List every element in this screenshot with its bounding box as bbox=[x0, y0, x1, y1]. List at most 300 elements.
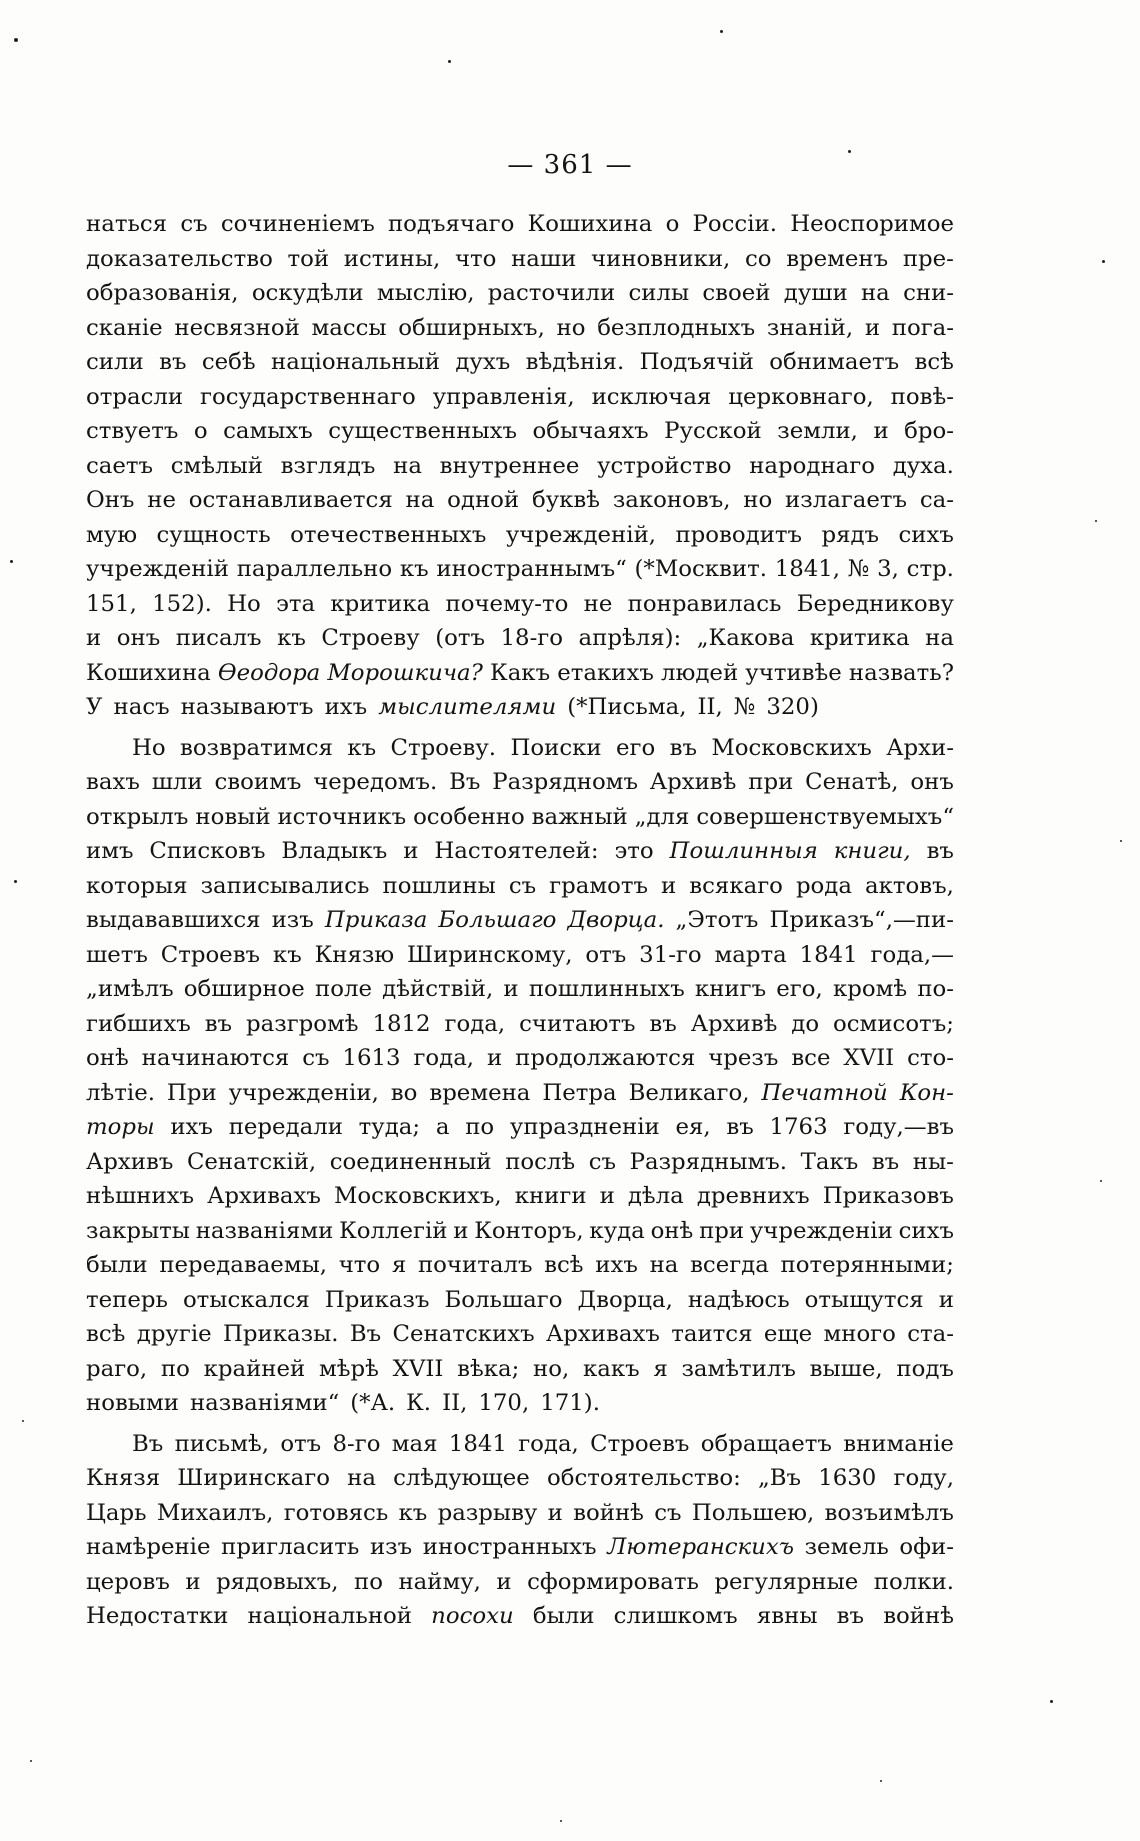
word: критика bbox=[809, 625, 910, 651]
word: исключая bbox=[591, 383, 712, 410]
word: внутреннее bbox=[439, 452, 580, 479]
word: 151, bbox=[86, 590, 137, 617]
word: обнимаетъ bbox=[769, 349, 900, 375]
word: Архи- bbox=[886, 734, 954, 761]
word: важный bbox=[531, 803, 628, 830]
word: Конторъ, bbox=[474, 1217, 584, 1244]
word: шетъ bbox=[86, 941, 148, 968]
text-line bbox=[86, 938, 954, 973]
scan-speck bbox=[1100, 1180, 1102, 1182]
word: на bbox=[347, 1465, 376, 1491]
word: закрыты bbox=[86, 1217, 190, 1244]
word: съ bbox=[508, 872, 537, 899]
word: 152). bbox=[152, 590, 212, 617]
word: рода bbox=[795, 872, 852, 899]
word: всѣ bbox=[914, 349, 954, 375]
word: ея, bbox=[675, 1114, 711, 1140]
word: какъ bbox=[582, 1355, 640, 1382]
word: одной bbox=[447, 487, 520, 513]
word: поле bbox=[314, 976, 372, 1002]
word: 170, bbox=[478, 1390, 530, 1416]
word: съ bbox=[302, 1045, 330, 1071]
word: намѣреніе bbox=[86, 1534, 211, 1560]
word: съ bbox=[654, 1499, 682, 1526]
word: рядъ bbox=[821, 521, 880, 548]
word: понравилась bbox=[627, 590, 782, 617]
word: слѣдующее bbox=[393, 1465, 530, 1491]
word: возвратимся bbox=[180, 734, 333, 761]
word: пошлины bbox=[382, 872, 496, 899]
word: (отъ bbox=[435, 625, 485, 651]
word: Строевъ bbox=[590, 1430, 690, 1457]
word: взглядъ bbox=[280, 452, 376, 479]
scan-speck bbox=[1120, 840, 1122, 842]
word: не bbox=[147, 487, 176, 513]
word: той bbox=[287, 245, 330, 272]
word: въ bbox=[871, 1148, 900, 1175]
word: слишкомъ bbox=[613, 1603, 738, 1629]
word: подъ bbox=[896, 1355, 954, 1382]
word: назвать? bbox=[848, 659, 954, 686]
word: еще bbox=[763, 1321, 813, 1347]
word: апрѣля): bbox=[578, 625, 682, 651]
word: были bbox=[532, 1603, 595, 1629]
word: XVII bbox=[392, 1355, 444, 1382]
word: Ширинскаго bbox=[177, 1465, 330, 1491]
word: при bbox=[748, 769, 794, 795]
word: книгъ bbox=[694, 976, 767, 1002]
word: національной bbox=[247, 1603, 412, 1629]
word: Большаго bbox=[438, 907, 557, 933]
word: Приказъ bbox=[324, 1286, 430, 1313]
word: обычаяхъ bbox=[532, 418, 649, 444]
word: своимъ bbox=[214, 769, 302, 795]
word: и bbox=[599, 1183, 615, 1209]
word: государственнаго bbox=[200, 383, 416, 410]
word: Такъ bbox=[800, 1148, 859, 1175]
word: гибшихъ bbox=[86, 1010, 191, 1037]
word: его bbox=[615, 734, 656, 761]
word: и bbox=[403, 838, 419, 864]
text-line bbox=[86, 1317, 954, 1352]
word: и bbox=[547, 1499, 563, 1526]
word: церковнаго, bbox=[728, 383, 874, 410]
word: разгромѣ bbox=[246, 1010, 359, 1037]
word: сформировать bbox=[527, 1568, 699, 1595]
word: № bbox=[733, 694, 756, 720]
word: отыскался bbox=[182, 1286, 310, 1313]
word: мая bbox=[391, 1430, 438, 1457]
word: параллельно bbox=[236, 556, 393, 582]
word: Неоспоримое bbox=[790, 211, 954, 237]
word: и bbox=[873, 418, 889, 444]
word: туда; bbox=[358, 1114, 421, 1140]
word: земель bbox=[804, 1534, 889, 1560]
word: устройство bbox=[597, 452, 732, 479]
word: Польшею, bbox=[691, 1499, 815, 1526]
word: Подъячій bbox=[639, 349, 754, 375]
word: и bbox=[496, 1568, 512, 1595]
word: всякаго bbox=[689, 872, 783, 899]
word: Онъ bbox=[86, 487, 135, 513]
word: учрежденій, bbox=[505, 521, 657, 548]
word: онъ bbox=[910, 769, 954, 795]
word: вѣка; bbox=[457, 1355, 520, 1382]
paragraph bbox=[86, 1427, 954, 1634]
scan-speck bbox=[10, 560, 13, 563]
word: имъ bbox=[86, 838, 134, 864]
word: управленія, bbox=[432, 383, 575, 410]
word: проводитъ bbox=[675, 521, 803, 548]
text-line bbox=[86, 1599, 954, 1634]
word: Пошлинныя bbox=[669, 838, 818, 864]
word: 1841, bbox=[774, 556, 841, 582]
word: войнѣ bbox=[883, 1603, 954, 1629]
word: года,— bbox=[870, 941, 954, 968]
text-line bbox=[86, 1179, 954, 1214]
word: посохи bbox=[431, 1603, 514, 1629]
word: но bbox=[556, 314, 586, 341]
word: по- bbox=[917, 976, 954, 1002]
word: всегда bbox=[690, 1252, 769, 1278]
word: вниманіе bbox=[843, 1430, 954, 1457]
word: на bbox=[405, 487, 435, 513]
word: а bbox=[435, 1114, 450, 1140]
word: были bbox=[86, 1252, 148, 1278]
word: о bbox=[665, 211, 680, 237]
word: чередомъ. bbox=[313, 769, 438, 795]
word: сни- bbox=[903, 280, 954, 306]
word: всѣ bbox=[86, 1321, 126, 1347]
word: потерянными; bbox=[780, 1252, 954, 1278]
word: по bbox=[465, 1114, 495, 1140]
word: сто- bbox=[907, 1045, 954, 1071]
word: отыщутся bbox=[804, 1286, 924, 1313]
word: Кон- bbox=[899, 1079, 954, 1106]
word: 1841 bbox=[799, 941, 858, 968]
word: силы bbox=[628, 280, 690, 306]
word: году,—въ bbox=[843, 1114, 954, 1140]
word: онъ bbox=[116, 625, 161, 651]
word: продолжаются bbox=[515, 1045, 696, 1071]
word: Въ bbox=[349, 1321, 382, 1347]
text-line bbox=[86, 1386, 954, 1421]
word: учрежденій bbox=[86, 556, 229, 582]
word: особенно bbox=[413, 803, 525, 830]
word: на bbox=[649, 1252, 679, 1278]
word: онѣ bbox=[86, 1045, 129, 1071]
word: Россіи. bbox=[692, 211, 777, 237]
word: времена bbox=[429, 1079, 531, 1106]
word: къ bbox=[398, 1499, 428, 1526]
scan-speck bbox=[1102, 260, 1105, 263]
word: все bbox=[791, 1045, 831, 1071]
word: и bbox=[938, 1286, 954, 1313]
word: учтивѣе bbox=[745, 659, 842, 686]
word: къ bbox=[399, 556, 429, 582]
text-line bbox=[86, 869, 954, 904]
text-line bbox=[86, 345, 954, 380]
word: обстоятельство: bbox=[546, 1465, 741, 1491]
word: на bbox=[393, 452, 422, 479]
text-line bbox=[86, 1110, 954, 1145]
word: до bbox=[791, 1010, 820, 1037]
word: и bbox=[185, 1568, 201, 1595]
text-line bbox=[86, 656, 954, 691]
scan-speck bbox=[30, 1760, 32, 1762]
word: Недостатки bbox=[86, 1603, 229, 1629]
word: источникъ bbox=[277, 803, 407, 830]
word: и bbox=[503, 976, 519, 1002]
word: са- bbox=[919, 487, 954, 513]
word: повѣ- bbox=[890, 383, 954, 410]
word: (*А. bbox=[350, 1390, 396, 1416]
word: дѣйствій, bbox=[382, 976, 494, 1002]
word: сили bbox=[86, 349, 144, 375]
word: и bbox=[486, 1045, 503, 1071]
word: осмисотъ; bbox=[833, 1010, 954, 1037]
text-line bbox=[86, 1530, 954, 1565]
word: явны bbox=[756, 1603, 818, 1629]
word: съ bbox=[180, 211, 208, 237]
word: со bbox=[744, 245, 772, 272]
scan-speck bbox=[1095, 520, 1097, 522]
word: (*Письма, bbox=[567, 694, 687, 720]
word: къ bbox=[277, 625, 306, 651]
word: раго, bbox=[86, 1355, 148, 1382]
word: мѣрѣ bbox=[318, 1355, 379, 1382]
word: останавливается bbox=[188, 487, 393, 513]
word: 320) bbox=[766, 694, 819, 720]
text-line bbox=[86, 1565, 954, 1600]
word: и bbox=[661, 872, 677, 899]
text-line bbox=[86, 552, 954, 587]
word: національный bbox=[271, 349, 440, 375]
word: Архивѣ bbox=[649, 769, 737, 795]
word: излагаетъ bbox=[785, 487, 908, 513]
word: сканіе bbox=[86, 314, 163, 341]
word: Лютеранскихъ bbox=[607, 1534, 794, 1560]
word: Ширинскому, bbox=[407, 941, 573, 968]
word: въ bbox=[726, 1114, 754, 1140]
text-line bbox=[86, 207, 954, 242]
word: открылъ bbox=[86, 803, 189, 830]
word: 8-го bbox=[332, 1430, 381, 1457]
word: теперь bbox=[86, 1286, 168, 1313]
word: изъ bbox=[271, 907, 314, 933]
word: это bbox=[614, 838, 654, 864]
text-line bbox=[86, 903, 954, 938]
word: Строеву. bbox=[390, 734, 497, 761]
word: „Этотъ bbox=[675, 907, 759, 933]
word: Настоятелей: bbox=[434, 838, 599, 864]
text-line bbox=[86, 587, 954, 622]
word: въ bbox=[204, 1010, 233, 1037]
text-line bbox=[86, 1352, 954, 1387]
word: насъ bbox=[113, 694, 170, 720]
word: разрыву bbox=[437, 1499, 538, 1526]
word: кромѣ bbox=[832, 976, 908, 1002]
word: бро- bbox=[904, 418, 954, 444]
text-line bbox=[86, 1461, 954, 1496]
word: При bbox=[166, 1079, 217, 1106]
word: на bbox=[925, 625, 954, 651]
word: наться bbox=[86, 211, 168, 237]
word: 1841 bbox=[448, 1430, 507, 1457]
word: по bbox=[354, 1568, 383, 1595]
word: ста- bbox=[907, 1321, 954, 1347]
word: во bbox=[390, 1079, 418, 1106]
word: почему-то bbox=[445, 590, 569, 617]
word: Московскихъ bbox=[711, 734, 872, 761]
word: года, bbox=[413, 1045, 475, 1071]
word: совершенствуемыхъ“ bbox=[696, 803, 954, 830]
word: Архивъ bbox=[86, 1148, 174, 1175]
word: Ѳеодора bbox=[217, 659, 321, 686]
word: Русской bbox=[664, 418, 762, 444]
word: мыслію, bbox=[376, 280, 475, 306]
word: знаній, bbox=[766, 314, 854, 341]
word: Приказа bbox=[324, 907, 428, 933]
word: марта bbox=[714, 941, 787, 968]
word: своей bbox=[702, 280, 771, 306]
word: Царь bbox=[86, 1499, 147, 1526]
word: писалъ bbox=[175, 625, 262, 651]
word: по bbox=[160, 1355, 190, 1382]
word: II, bbox=[697, 694, 723, 720]
word: почиталъ bbox=[417, 1252, 533, 1278]
text-line bbox=[86, 311, 954, 346]
word: Петра bbox=[542, 1079, 617, 1106]
word: я bbox=[391, 1252, 407, 1278]
word: найму, bbox=[398, 1568, 481, 1595]
text-line bbox=[86, 972, 954, 1007]
word: Сенатскій, bbox=[186, 1148, 317, 1175]
word: нѣшнихъ bbox=[86, 1183, 195, 1209]
word: въ bbox=[649, 1010, 677, 1037]
word: упраздненіи bbox=[509, 1114, 660, 1140]
word: смѣлый bbox=[170, 452, 263, 479]
word: войнѣ bbox=[573, 1499, 644, 1526]
word: дѣла bbox=[627, 1183, 684, 1209]
word: души bbox=[783, 280, 848, 306]
word: соединенный bbox=[329, 1148, 492, 1175]
word: „Какова bbox=[696, 625, 795, 651]
word: земли, bbox=[777, 418, 858, 444]
word: съ bbox=[588, 1148, 617, 1175]
word: готовясь bbox=[283, 1499, 389, 1526]
word: 1613 bbox=[342, 1045, 401, 1071]
word: стр. bbox=[906, 556, 954, 582]
word: ны- bbox=[912, 1148, 954, 1175]
word: шли bbox=[151, 769, 203, 795]
word: Разрядномъ bbox=[492, 769, 638, 795]
word: Списковъ bbox=[149, 838, 266, 864]
word: саетъ bbox=[86, 452, 154, 479]
scan-speck bbox=[720, 30, 723, 33]
word: К. bbox=[406, 1390, 432, 1416]
word: года, bbox=[518, 1430, 579, 1457]
text-line bbox=[86, 1214, 954, 1249]
word: ихъ bbox=[170, 1114, 213, 1140]
word: Въ bbox=[449, 769, 481, 795]
word: Князя bbox=[86, 1465, 161, 1491]
word: Приказовъ bbox=[822, 1183, 954, 1209]
text-line bbox=[86, 518, 954, 553]
word: наши bbox=[511, 245, 577, 272]
word: Печатной bbox=[761, 1079, 888, 1106]
word: о bbox=[193, 418, 208, 444]
word: (*Москвит. bbox=[634, 556, 767, 582]
word: но bbox=[743, 487, 773, 513]
word: передаваемы, bbox=[159, 1252, 327, 1278]
word: и bbox=[864, 314, 881, 341]
word: обширныхъ, bbox=[398, 314, 545, 341]
word: церовъ bbox=[86, 1568, 170, 1595]
word: духъ bbox=[455, 349, 511, 375]
word: отъ bbox=[585, 941, 627, 968]
text-line bbox=[86, 1496, 954, 1531]
word: году, bbox=[893, 1465, 954, 1491]
word: начинаются bbox=[141, 1045, 290, 1071]
word: таится bbox=[671, 1321, 753, 1347]
text-line bbox=[86, 1283, 954, 1318]
text-line bbox=[86, 834, 954, 869]
word: доказательство bbox=[86, 245, 273, 272]
word: расточили bbox=[487, 280, 616, 306]
word: Большаго bbox=[444, 1286, 563, 1313]
text-line bbox=[86, 380, 954, 415]
word: въ bbox=[926, 838, 954, 864]
word: Владыкъ bbox=[281, 838, 388, 864]
word: 3, bbox=[877, 556, 899, 582]
text-line bbox=[86, 1076, 954, 1111]
word: въ bbox=[669, 734, 697, 761]
word: Приказъ“,—пи- bbox=[769, 907, 954, 933]
word: обращаетъ bbox=[700, 1430, 832, 1457]
scan-speck bbox=[448, 60, 451, 63]
word: Но bbox=[132, 734, 166, 761]
word: Московскихъ, bbox=[333, 1183, 502, 1209]
word: учрежденіи, bbox=[228, 1079, 379, 1106]
word: Архивахъ bbox=[207, 1183, 321, 1209]
word: Архивахъ bbox=[546, 1321, 660, 1347]
word: книги bbox=[514, 1183, 587, 1209]
word: эта bbox=[276, 590, 316, 617]
word: Морошкича? bbox=[327, 659, 483, 686]
word: временъ bbox=[786, 245, 889, 272]
text-line bbox=[86, 449, 954, 484]
word: существенныхъ bbox=[328, 418, 518, 444]
word: иностранныхъ bbox=[422, 1534, 597, 1560]
word: что bbox=[454, 245, 497, 272]
word: мыслителями bbox=[378, 694, 557, 720]
paragraph bbox=[86, 731, 954, 1421]
word: что bbox=[338, 1252, 381, 1278]
word: Архивѣ bbox=[690, 1010, 778, 1037]
word: новыми bbox=[86, 1390, 179, 1416]
word: вахъ bbox=[86, 769, 140, 795]
word: не bbox=[583, 590, 613, 617]
word: надѣюсь bbox=[687, 1286, 790, 1313]
word: „для bbox=[634, 803, 690, 830]
word: образованія, bbox=[86, 280, 239, 306]
word: Сенатѣ, bbox=[805, 769, 899, 795]
word: возъимѣлъ bbox=[824, 1499, 954, 1526]
word: сочиненіемъ bbox=[220, 211, 375, 237]
word: всѣ bbox=[544, 1252, 584, 1278]
word: Коллегій bbox=[339, 1217, 448, 1244]
